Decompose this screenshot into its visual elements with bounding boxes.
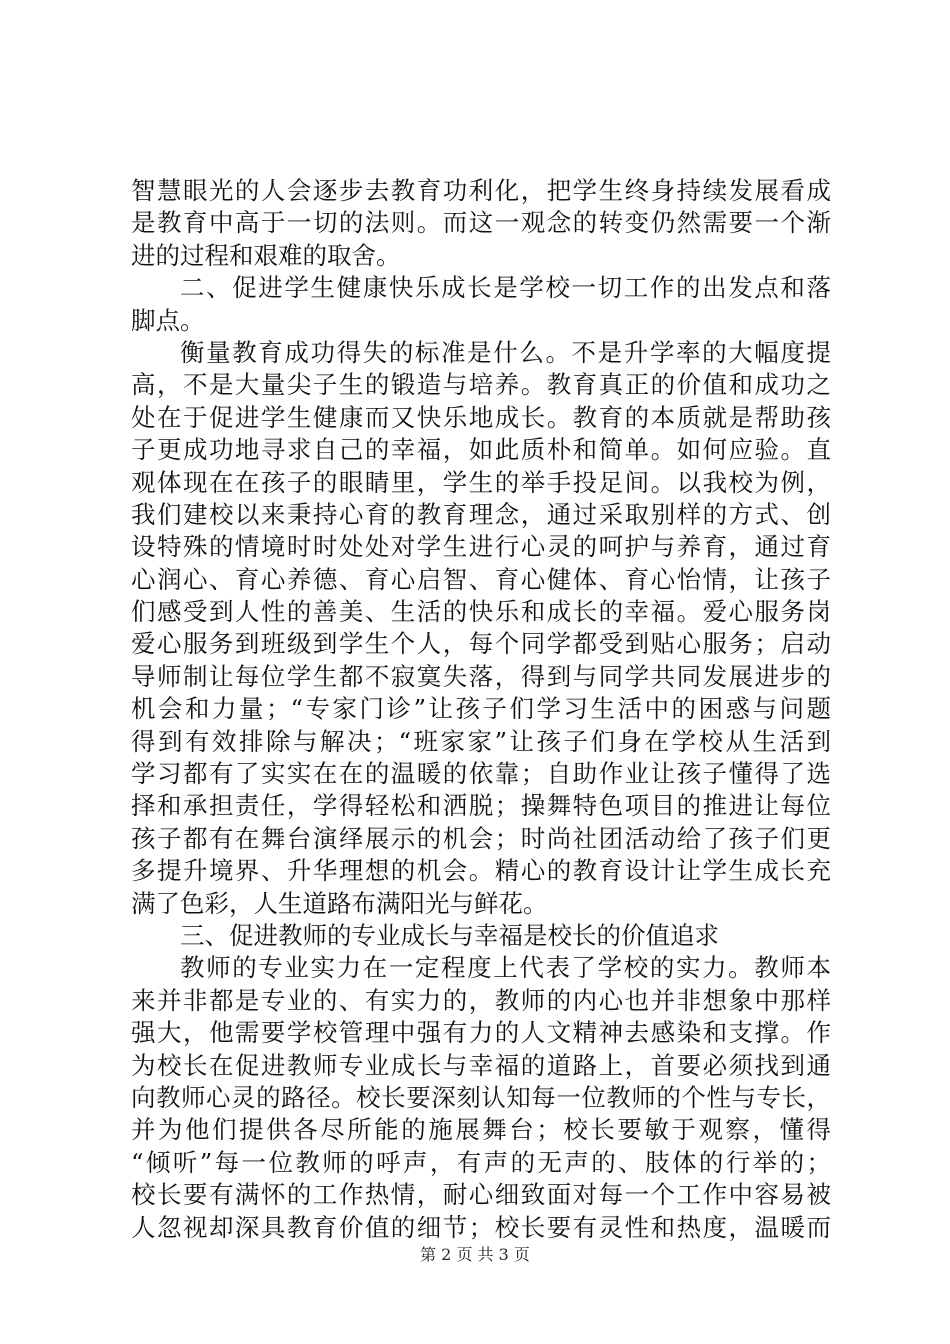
text-line: 高，不是大量尖子生的锻造与培养。教育真正的价值和成功之	[131, 370, 831, 400]
text-line: 脚点。	[131, 305, 205, 335]
text-line: 满了色彩，人生道路布满阳光与鲜花。	[131, 888, 548, 918]
text-line: 学习都有了实实在在的温暖的依靠；自助作业让孩子懂得了选	[131, 759, 831, 789]
text-line: 向教师心灵的路径。校长要深刻认知每一位教师的个性与专长，	[131, 1082, 831, 1112]
text-line: 为校长在促进教师专业成长与幸福的道路上，首要必须找到通	[131, 1050, 831, 1080]
text-line: 进的过程和艰难的取舍。	[131, 240, 401, 270]
text-line: 们感受到人性的善美、生活的快乐和成长的幸福。爱心服务岗	[131, 597, 831, 627]
text-line: 设特殊的情境时时处处对学生进行心灵的呵护与养育，通过育	[131, 532, 831, 562]
text-line: “倾听”每一位教师的呼声，有声的无声的、肢体的行举的；	[131, 1147, 831, 1177]
text-line: 校长要有满怀的工作热情，耐心细致面对每一个工作中容易被	[131, 1180, 831, 1210]
text-line: 得到有效排除与解决；“班家家”让孩子们身在学校从生活到	[131, 726, 831, 756]
text-line: 子更成功地寻求自己的幸福，如此质朴和简单。如何应验。直	[131, 435, 831, 465]
text-line: 机会和力量；“专家门诊”让孩子们学习生活中的困惑与问题	[131, 694, 831, 724]
text-line: 导师制让每位学生都不寂寞失落，得到与同学共同发展进步的	[131, 661, 831, 691]
text-line: 强大，他需要学校管理中强有力的人文精神去感染和支撑。作	[131, 1018, 831, 1048]
text-line: 来并非都是专业的、有实力的，教师的内心也并非想象中那样	[131, 985, 831, 1015]
page-footer: 第 2 页 共 3 页	[420, 1245, 530, 1264]
document-body	[131, 175, 831, 1244]
text-line: 我们建校以来秉持心育的教育理念，通过采取别样的方式、创	[131, 499, 831, 529]
text-line: 处在于促进学生健康而又快乐地成长。教育的本质就是帮助孩	[131, 402, 831, 432]
text-line: 心润心、育心养德、育心启智、育心健体、育心怡情，让孩子	[131, 564, 831, 594]
text-line: 是教育中高于一切的法则。而这一观念的转变仍然需要一个渐	[131, 208, 831, 238]
text-line: 智慧眼光的人会逐步去教育功利化，把学生终身持续发展看成	[131, 176, 831, 205]
text-line: 二、促进学生健康快乐成长是学校一切工作的出发点和落	[180, 273, 831, 303]
text-line: 多提升境界、升华理想的机会。精心的教育设计让学生成长充	[131, 856, 831, 886]
text-line: 三、促进教师的专业成长与幸福是校长的价值追求	[180, 920, 719, 950]
text-line: 人忽视却深具教育价值的细节；校长要有灵性和热度，温暖而	[131, 1212, 831, 1242]
text-line: 教师的专业实力在一定程度上代表了学校的实力。教师本	[180, 953, 831, 983]
text-line: 孩子都有在舞台演绎展示的机会；时尚社团活动给了孩子们更	[131, 823, 831, 853]
text-line: 观体现在在孩子的眼睛里，学生的举手投足间。以我校为例，	[131, 467, 831, 497]
text-line: 并为他们提供各尽所能的施展舞台；校长要敏于观察，懂得	[131, 1115, 831, 1145]
text-line: 爱心服务到班级到学生个人，每个同学都受到贴心服务；启动	[131, 629, 831, 659]
text-line: 衡量教育成功得失的标准是什么。不是升学率的大幅度提	[180, 337, 831, 367]
text-line: 择和承担责任，学得轻松和洒脱；操舞特色项目的推进让每位	[131, 791, 831, 821]
